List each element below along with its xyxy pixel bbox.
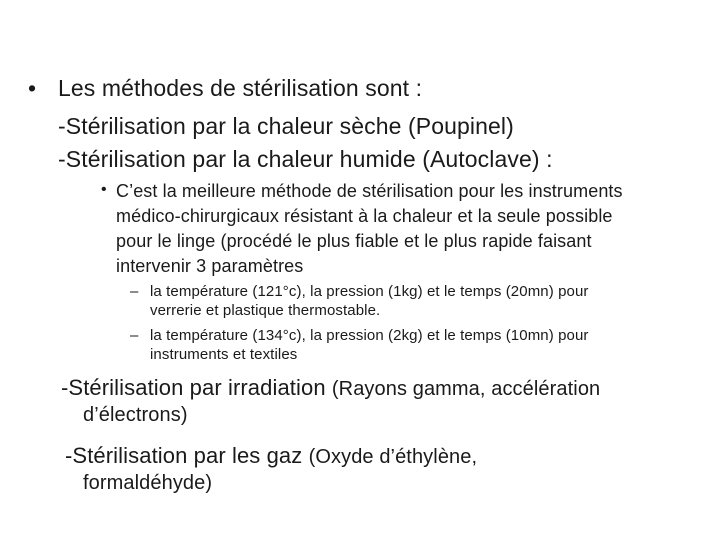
dash-marker: – [130, 327, 139, 344]
dash-marker: – [130, 283, 139, 300]
parameter-line: la température (121°c), la pression (1kg) et le temps (20mn) pour [150, 283, 589, 300]
method-humid-heat: -Stérilisation par la chaleur humide (Autoclave) : [58, 146, 553, 172]
method-gas [65, 443, 477, 469]
intro-text: Les méthodes de stérilisation sont : [58, 75, 423, 101]
method-gas-title: -Stérilisation par les gaz [65, 443, 309, 468]
method-irradiation [61, 375, 600, 401]
bullet-marker: • [101, 181, 107, 198]
method-dry-heat: -Stérilisation par la chaleur sèche (Poupinel) [58, 113, 514, 139]
parameter-line: la température (134°c), la pression (2kg) et le temps (10mn) pour [150, 327, 589, 344]
bullet-marker: • [28, 75, 37, 101]
method-irradiation-detail: (Rayons gamma, accélération [331, 378, 601, 400]
method-irradiation-title: -Stérilisation par irradiation [61, 375, 332, 400]
autoclave-note-line: pour le linge (procédé le plus fiable et le plus rapide faisant [116, 231, 592, 251]
autoclave-note-line: C’est la meilleure méthode de stérilisation pour les instruments [116, 181, 623, 201]
method-gas-detail: (Oxyde d’éthylène, [308, 446, 478, 468]
autoclave-note-line: médico-chirurgicaux résistant à la chaleur et la seule possible [116, 206, 613, 226]
parameter-line: instruments et textiles [150, 346, 298, 363]
method-irradiation-detail-cont: d’électrons) [83, 404, 188, 426]
parameter-line: verrerie et plastique thermostable. [150, 302, 381, 319]
autoclave-note-line: intervenir 3 paramètres [116, 256, 304, 276]
method-gas-detail-cont: formaldéhyde) [83, 472, 213, 494]
